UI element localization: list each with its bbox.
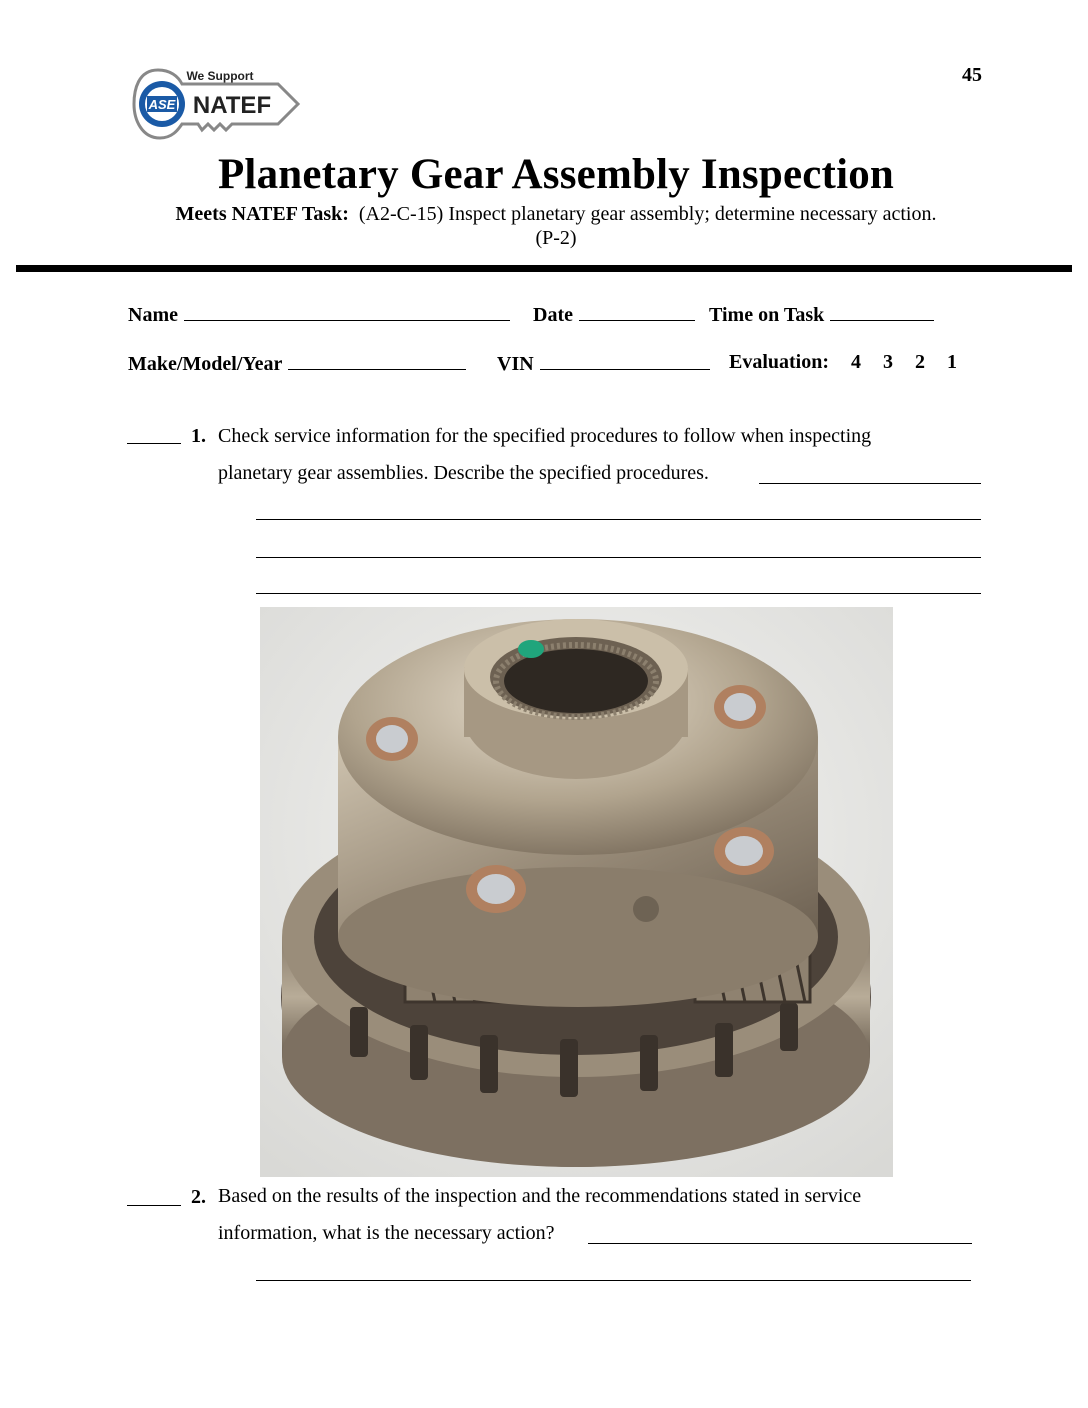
time-on-task-blank[interactable]: [830, 302, 934, 321]
vin-blank[interactable]: [540, 351, 710, 370]
vin-field: [497, 351, 710, 376]
eval-score-2[interactable]: 2: [915, 351, 926, 373]
item-1-question: [218, 418, 998, 492]
name-field: [128, 302, 510, 327]
item-2-line-1: Based on the results of the inspection and the recommendations stated in service: [218, 1185, 862, 1207]
task-priority: (P-2): [535, 227, 577, 249]
item-1-answer-line[interactable]: [256, 519, 981, 520]
date-field: [533, 302, 695, 327]
item-1-number: 1.: [191, 425, 206, 447]
make-model-year-blank[interactable]: [288, 351, 466, 370]
item-1-check-blank[interactable]: [127, 443, 181, 444]
item-1-answer-line[interactable]: [759, 483, 981, 484]
item-2-number: 2.: [191, 1186, 206, 1208]
header-divider: [16, 265, 1072, 272]
name-label: Name: [128, 304, 178, 326]
eval-score-3[interactable]: 3: [883, 351, 894, 373]
logo-main-text: NATEF: [192, 92, 272, 119]
page-title: Planetary Gear Assembly Inspection: [217, 151, 895, 198]
item-2-answer-line[interactable]: [256, 1280, 971, 1281]
time-on-task-label: Time on Task: [709, 304, 825, 326]
time-on-task-field: [709, 302, 934, 327]
date-blank[interactable]: [579, 302, 695, 321]
logo-top-text: We Support: [186, 69, 254, 83]
item-2-line-2: information, what is the necessary action?: [218, 1222, 555, 1244]
item-1-answer-line[interactable]: [256, 593, 981, 594]
item-2-check-blank[interactable]: [127, 1205, 181, 1206]
vin-label: VIN: [497, 353, 534, 375]
task-text: (A2-C-15) Inspect planetary gear assembly; determine necessary action.: [358, 203, 937, 225]
eval-score-4[interactable]: 4: [851, 351, 862, 373]
make-model-year-label: Make/Model/Year: [128, 353, 283, 375]
task-subtitle: [0, 202, 1088, 250]
evaluation-field: [729, 351, 957, 374]
ase-badge-text: ASE: [148, 97, 176, 112]
item-1-line-2: planetary gear assemblies. Describe the specified procedures.: [218, 462, 709, 484]
date-label: Date: [533, 304, 573, 326]
planetary-gear-photo: [260, 607, 893, 1177]
evaluation-label: Evaluation:: [729, 351, 830, 373]
task-label: Meets NATEF Task:: [175, 203, 349, 225]
item-2-answer-line[interactable]: [588, 1243, 972, 1244]
eval-score-1[interactable]: 1: [947, 351, 958, 373]
page-number: 45: [962, 64, 982, 86]
name-blank[interactable]: [184, 302, 510, 321]
item-2-question: [218, 1178, 998, 1252]
item-1-answer-line[interactable]: [256, 557, 981, 558]
item-1-line-1: Check service information for the specified procedures to follow when inspecting: [218, 425, 872, 447]
natef-logo: [128, 60, 304, 148]
make-model-year-field: [128, 351, 466, 376]
